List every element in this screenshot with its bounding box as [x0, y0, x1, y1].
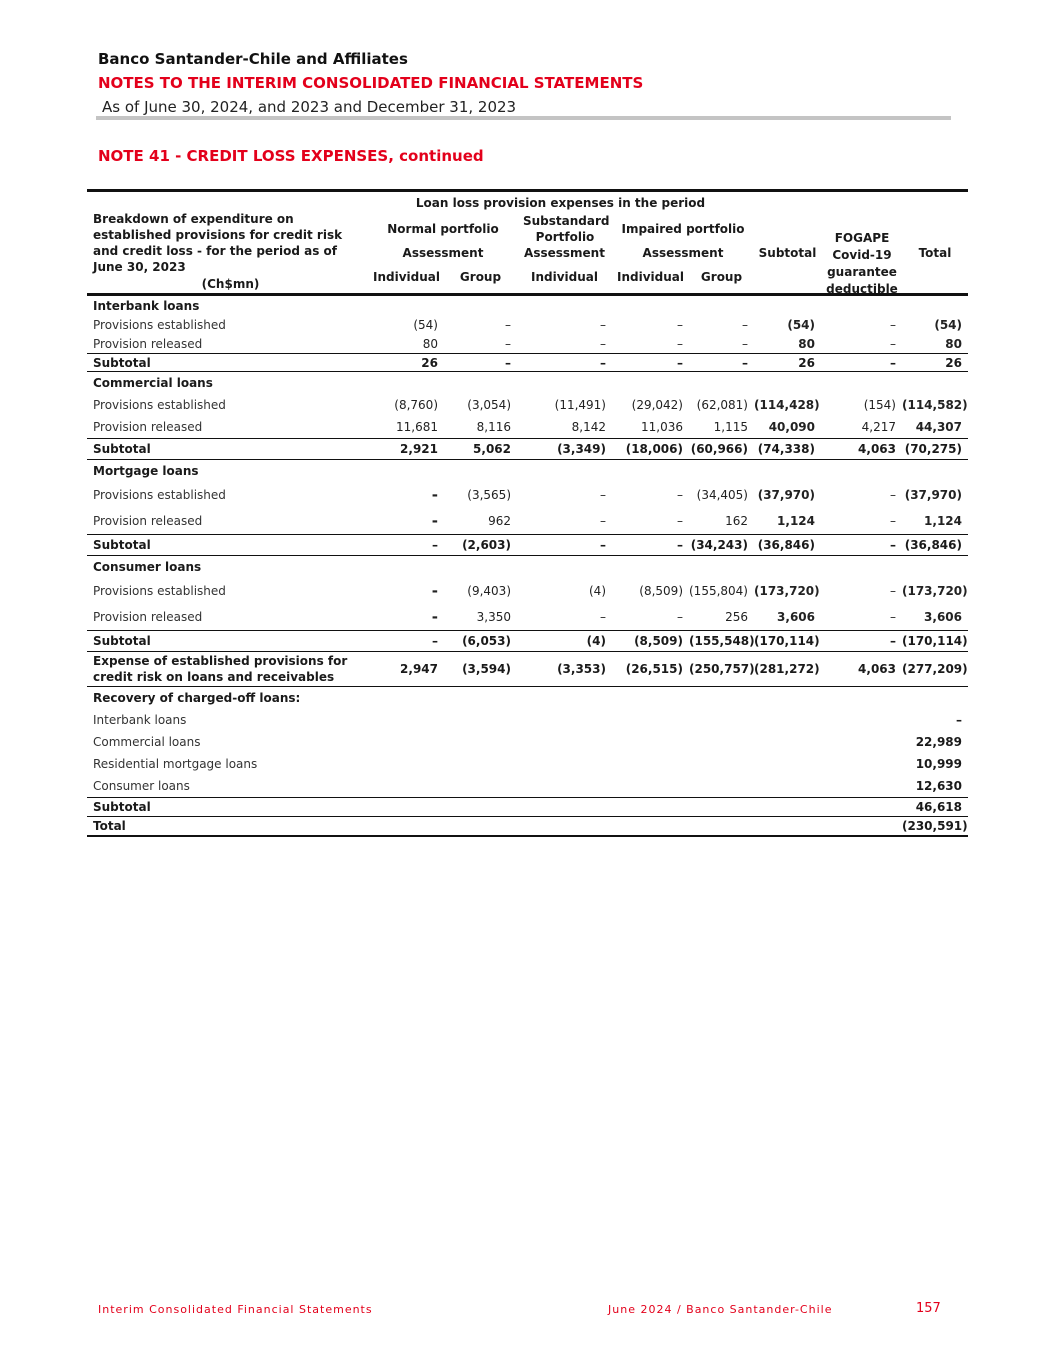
subtotal-cell: –: [890, 634, 896, 648]
fogape-header: FOGAPE Covid-19 guarantee deductible: [826, 231, 898, 296]
value-cell: (29,042): [631, 398, 683, 412]
expense-cell: (3,594): [462, 662, 511, 676]
table-row: [87, 482, 968, 508]
value-cell: (62,081): [696, 398, 748, 412]
value-cell: –: [742, 317, 748, 332]
value-cell: 8,116: [476, 420, 511, 434]
row-label: Residential mortgage loans: [93, 757, 258, 771]
subtotal-cell: (36,846): [904, 538, 962, 552]
table-row: [87, 315, 968, 334]
row-label: Provisions established: [93, 488, 226, 502]
value-cell: (54): [413, 317, 438, 332]
table-row: [87, 508, 968, 535]
value-cell: (173,720): [902, 584, 968, 598]
total-column-header: Total: [918, 246, 952, 260]
value-cell: (9,403): [467, 584, 511, 598]
subtotal-cell: (60,966): [690, 442, 748, 456]
subtotal-cell: (74,338): [757, 442, 815, 456]
value-cell: –: [677, 514, 683, 528]
table-header: [87, 192, 968, 296]
subtotal-label: Subtotal: [93, 634, 151, 648]
subtotal-row: [87, 535, 968, 556]
value-cell: (173,720): [754, 584, 820, 598]
value-cell: (37,970): [757, 488, 815, 502]
value-cell: -: [431, 486, 438, 504]
row-label: Provision released: [93, 514, 203, 528]
subtotal-label: Subtotal: [93, 442, 151, 456]
value-cell: (154): [863, 398, 896, 412]
normal-individual-header: Individual: [373, 270, 440, 284]
row-label: Provisions established: [93, 317, 226, 332]
value-cell: 1,124: [777, 514, 815, 528]
subtotal-cell: 26: [421, 355, 438, 370]
expense-cell: (3,353): [557, 662, 606, 676]
value-cell: 80: [798, 336, 815, 351]
row-label: Provision released: [93, 610, 203, 624]
table-row: [87, 604, 968, 631]
recovery-title-row: [87, 687, 968, 709]
subtotal-cell: –: [677, 538, 683, 552]
expense-label: Expense of established provisions for credit risk on loans and receivables: [93, 654, 348, 684]
value-cell: –: [677, 317, 683, 332]
footer-middle: June 2024 / Banco Santander-Chile: [608, 1303, 833, 1316]
section-title-row: [87, 372, 968, 394]
impaired-individual-header: Individual: [617, 270, 684, 284]
value-cell: 46,618: [915, 800, 962, 814]
subtotal-cell: 4,063: [858, 442, 896, 456]
value-cell: –: [890, 610, 896, 624]
value-cell: –: [890, 488, 896, 502]
value-cell: 3,606: [777, 610, 815, 624]
subtotal-cell: (170,114): [754, 634, 820, 648]
recovery-subtotal-row: [87, 798, 968, 817]
subtotal-row: [87, 354, 968, 372]
subtotal-cell: –: [600, 355, 606, 370]
value-cell: (3,054): [467, 398, 511, 412]
value-cell: –: [890, 514, 896, 528]
subtotal-cell: (34,243): [690, 538, 748, 552]
expense-values: [369, 662, 968, 676]
value-cell: (114,428): [754, 398, 820, 412]
section-title: Interbank loans: [93, 298, 200, 313]
row-label: Total: [93, 819, 126, 833]
grand-total-row: [87, 817, 968, 837]
value-cell: (230,591): [902, 819, 968, 833]
value-cell: –: [600, 514, 606, 528]
substandard-assessment-header: Assessment: [524, 246, 605, 260]
expense-row: [87, 652, 968, 687]
breakdown-label: Breakdown of expenditure on established provisions for credit risk and credit loss - for the period as of June 30, 2023: [93, 212, 343, 274]
value-cell: 22,989: [915, 735, 962, 749]
value-cell: –: [890, 336, 896, 351]
value-cell: –: [600, 610, 606, 624]
subtotal-cell: –: [890, 355, 896, 370]
row-label: Provision released: [93, 336, 203, 351]
subtotal-cell: (2,603): [462, 538, 511, 552]
subtotal-row: [87, 439, 968, 460]
value-cell: (8,760): [394, 398, 438, 412]
value-cell: –: [505, 336, 511, 351]
value-cell: –: [600, 336, 606, 351]
subtotal-cell: 5,062: [473, 442, 511, 456]
value-cell: 12,630: [915, 779, 962, 793]
row-label: Provision released: [93, 420, 203, 434]
value-cell: 162: [725, 514, 748, 528]
section-title-row: [87, 460, 968, 482]
value-cell: –: [677, 336, 683, 351]
recovery-row: [87, 731, 968, 753]
value-cell: –: [742, 336, 748, 351]
value-cell: 1,115: [713, 420, 748, 434]
normal-portfolio-header: Normal portfolio: [387, 222, 499, 236]
value-cell: 1,124: [924, 514, 962, 528]
value-cell: 80: [945, 336, 962, 351]
units-label: (Ch$mn): [201, 277, 260, 291]
header-divider: [96, 116, 951, 120]
subtotal-label: Subtotal: [93, 355, 151, 370]
normal-assessment-header: Assessment: [402, 246, 484, 260]
subtotal-cell: 26: [798, 355, 815, 370]
subtotal-cell: (155,548): [689, 634, 755, 648]
normal-group-header: Group: [459, 270, 502, 284]
subtotal-label: Subtotal: [93, 538, 151, 552]
value-cell: (54): [934, 317, 962, 332]
subtotal-column-header: Subtotal: [758, 246, 817, 260]
subtotal-cell: (36,846): [757, 538, 815, 552]
subtotal-cell: (70,275): [904, 442, 962, 456]
value-cell: 11,681: [396, 420, 438, 434]
row-label: Recovery of charged-off loans:: [93, 691, 301, 705]
impaired-assessment-header: Assessment: [642, 246, 724, 260]
value-cell: (11,491): [554, 398, 606, 412]
value-cell: –: [677, 488, 683, 502]
value-cell: 40,090: [768, 420, 815, 434]
value-cell: –: [505, 317, 511, 332]
expense-cell: (277,209): [902, 662, 968, 676]
row-label: Subtotal: [93, 800, 151, 814]
subtotal-row: [87, 631, 968, 652]
value-cell: –: [677, 610, 683, 624]
value-cell: -: [431, 608, 438, 626]
recovery-row: [87, 753, 968, 775]
expense-cell: 2,947: [400, 662, 438, 676]
value-cell: –: [956, 713, 962, 727]
expense-cell: (250,757): [689, 662, 755, 676]
subtotal-cell: (170,114): [902, 634, 968, 648]
table-row: [87, 416, 968, 439]
row-label: Provisions established: [93, 584, 226, 598]
section-title: Consumer loans: [93, 560, 202, 574]
value-cell: –: [890, 584, 896, 598]
value-cell: (155,804): [689, 584, 748, 598]
subtotal-cell: –: [742, 355, 748, 370]
section-title: Mortgage loans: [93, 464, 199, 478]
table-row: [87, 578, 968, 604]
report-title: NOTES TO THE INTERIM CONSOLIDATED FINANCIAL STATEMENTS: [98, 74, 644, 92]
subtotal-cell: –: [890, 538, 896, 552]
subtotal-cell: –: [677, 355, 683, 370]
substandard-individual-header: Individual: [531, 270, 598, 284]
value-cell: –: [600, 488, 606, 502]
row-label: Provisions established: [93, 398, 226, 412]
subtotal-cell: –: [432, 634, 438, 648]
value-cell: 11,036: [641, 420, 683, 434]
recovery-row: [87, 709, 968, 731]
subtotal-cell: (8,509): [634, 634, 683, 648]
subtotal-cell: (3,349): [557, 442, 606, 456]
note-title: NOTE 41 - CREDIT LOSS EXPENSES, continued: [98, 147, 484, 165]
impaired-portfolio-header: Impaired portfolio: [621, 222, 745, 236]
value-cell: 10,999: [915, 757, 962, 771]
value-cell: 44,307: [915, 420, 962, 434]
credit-loss-table: [87, 189, 968, 837]
footer-left: Interim Consolidated Financial Statements: [98, 1303, 373, 1316]
subtotal-cell: –: [600, 538, 606, 552]
group-header: Loan loss provision expenses in the period: [415, 196, 706, 210]
company-name: Banco Santander-Chile and Affiliates: [98, 50, 408, 68]
subtotal-cell: –: [505, 355, 511, 370]
subtotal-cell: (6,053): [462, 634, 511, 648]
section-title-row: [87, 296, 968, 315]
table-body: [87, 296, 968, 652]
table-row: [87, 334, 968, 354]
subtotal-cell: (4): [586, 634, 606, 648]
section-title-row: [87, 556, 968, 578]
value-cell: (3,565): [467, 488, 511, 502]
subtotal-cell: –: [432, 538, 438, 552]
value-cell: 3,350: [476, 610, 511, 624]
value-cell: 962: [488, 514, 511, 528]
substandard-portfolio-header: Substandard Portfolio: [523, 214, 610, 244]
value-cell: 80: [422, 336, 438, 351]
value-cell: 3,606: [924, 610, 962, 624]
value-cell: (4): [589, 584, 606, 598]
row-label: Consumer loans: [93, 779, 190, 793]
expense-cell: (281,272): [754, 662, 820, 676]
value-cell: (37,970): [904, 488, 962, 502]
expense-cell: 4,063: [858, 662, 896, 676]
value-cell: (34,405): [696, 488, 748, 502]
table-row: [87, 394, 968, 416]
recovery-row: [87, 775, 968, 798]
value-cell: -: [431, 582, 438, 600]
value-cell: 8,142: [571, 420, 606, 434]
section-title: Commercial loans: [93, 376, 213, 390]
value-cell: -: [431, 512, 438, 530]
recovery-block: [87, 687, 968, 837]
value-cell: 256: [725, 610, 748, 624]
subtotal-cell: 2,921: [400, 442, 438, 456]
subtotal-cell: 26: [945, 355, 962, 370]
expense-cell: (26,515): [625, 662, 683, 676]
date-line: As of June 30, 2024, and 2023 and December 31, 2023: [102, 98, 517, 116]
row-label: Commercial loans: [93, 735, 201, 749]
value-cell: (114,582): [902, 398, 968, 412]
page-number: 157: [916, 1301, 941, 1316]
value-cell: (54): [787, 317, 815, 332]
value-cell: –: [600, 317, 606, 332]
subtotal-cell: (18,006): [625, 442, 683, 456]
value-cell: (8,509): [639, 584, 683, 598]
row-label: Interbank loans: [93, 713, 187, 727]
value-cell: 4,217: [861, 420, 896, 434]
impaired-group-header: Group: [700, 270, 743, 284]
value-cell: –: [890, 317, 896, 332]
